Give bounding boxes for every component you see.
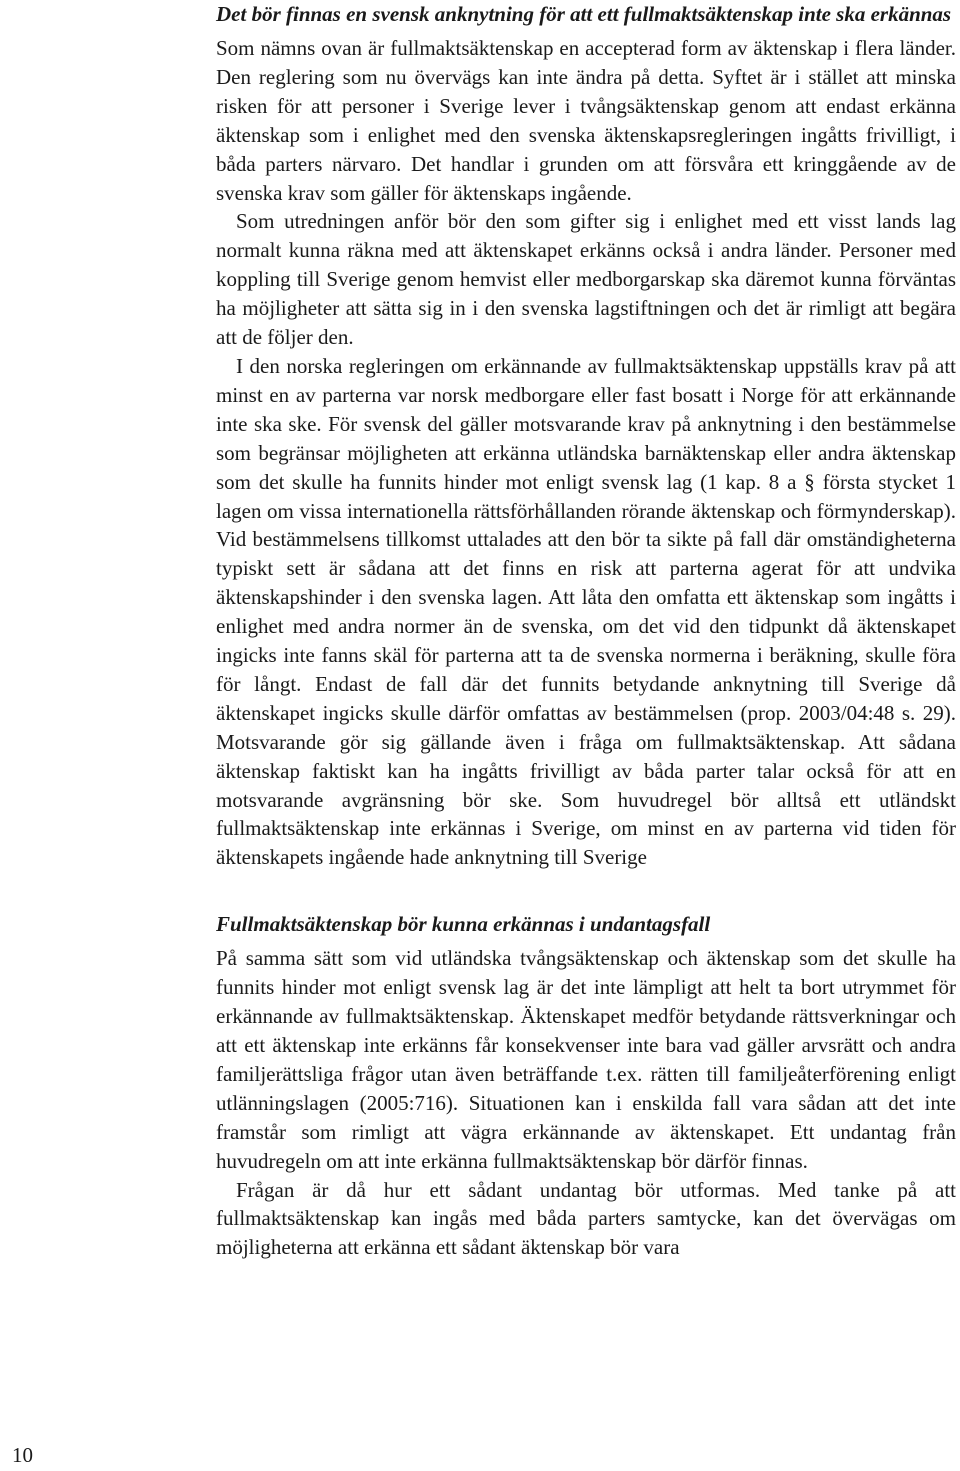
paragraph: Som nämns ovan är fullmaktsäktenskap en accepterad form av äktenskap i flera länder. Den reglering som nu övervägs kan inte ändra på detta. Syftet är i stället att minska risken för att personer i Sverige lever i tvångsäktenskap genom att endast erkänna äktenskap som i enlighet med den svenska äktenskapsregleringen ingåtts frivilligt, i båda parters närvaro. Det handlar i grunden om att försvåra ett kringgående av de svenska krav som gäller för äktenskaps ingående. [216, 36, 956, 205]
paragraph: Som utredningen anför bör den som gifter sig i enlighet med ett visst lands lag normalt kunna räkna med att äktenskapet erkänns också i andra länder. Personer med koppling till Sverige genom hemvist eller medborgarskap ska däremot kunna förväntas ha möjligheter att sätta sig in i den svenska lagstiftningen och det är rimligt att begära att de följer den. [216, 209, 956, 350]
section-heading-anknytning: Det bör finnas en svensk anknytning för att ett fullmaktsäktenskap inte ska erkännas [216, 2, 952, 26]
paragraph: Frågan är då hur ett sådant undantag bör utformas. Med tanke på att fullmaktsäktenskap kan ingås med båda parters samtycke, kan det övervägas om möjligheterna att erkänna ett sådant äktenskap bör vara [216, 1177, 956, 1260]
page-number: 10 [12, 1443, 33, 1467]
section-heading-undantagsfall: Fullmaktsäktenskap bör kunna erkännas i undantagsfall [216, 912, 711, 937]
paragraph: På samma sätt som vid utländska tvångsäktenskap och äktenskap som det skulle ha funnits hinder mot enligt svensk lag är det inte lämpligt att helt ta bort utrymmet för erkännande av fullmaktsäktenskap. Äktenskapet medför betydande rättsverkningar och att ett äktenskap inte erkänns får konsekvenser inte bara vad gäller arvsrätt och andra familjerättsliga frågor utan även beträffande t.ex. rätten till familjeåterförening enligt utlänningslagen (2005:716). Situationen kan i enskilda fall vara sådan att det inte framstår som rimligt att vägra erkännande av äktenskapet. Ett undantag från huvudregeln om att inte erkänna fullmaktsäktenskap bör därför finnas. [216, 946, 956, 1173]
document-body [216, 0, 956, 1262]
paragraph: I den norska regleringen om erkännande av fullmaktsäktenskap uppställs krav på att minst en av parterna var norsk medborgare eller fast bosatt i Norge för att erkännande inte ska ske. För svensk del gäller motsvarande krav på anknytning i den bestämmelse som begränsar möjligheten att erkänna utländska barnäktenskap eller andra äktenskap som det skulle ha funnits hinder mot enligt svensk lag (1 kap. 8 a § första stycket 1 lagen om vissa internationella rättsförhållanden rörande äktenskap och förmynderskap). Vid bestämmelsens tillkomst uttalades att den bör ta sikte på fall där omständigheterna typiskt sett är sådana att det finns en risk att parterna agerat för att undvika äktenskapshinder i den svenska lagen. Att låta den omfatta ett äktenskap som ingåtts i enlighet med andra normer än de svenska, om det vid den tidpunkt då äktenskapet ingicks inte fanns skäl för parterna att ta de svenska normerna i beräkning, skulle föra för långt. Endast de fall där det funnits betydande anknytning till Sverige då äktenskapet ingicks skulle därför omfattas av bestämmelsen (prop. 2003/04:48 s. 29). Motsvarande gör sig gällande även i fråga om fullmaktsäktenskap. Att sådana äktenskap faktiskt kan ha ingåtts frivilligt av båda parter talar också för att en motsvarande avgränsning bör ske. Som huvudregel bör alltså ett utländskt fullmaktsäktenskap inte erkännas i Sverige, om minst en av parterna vid tiden för äktenskapets ingående hade anknytning till Sverige [216, 353, 956, 870]
